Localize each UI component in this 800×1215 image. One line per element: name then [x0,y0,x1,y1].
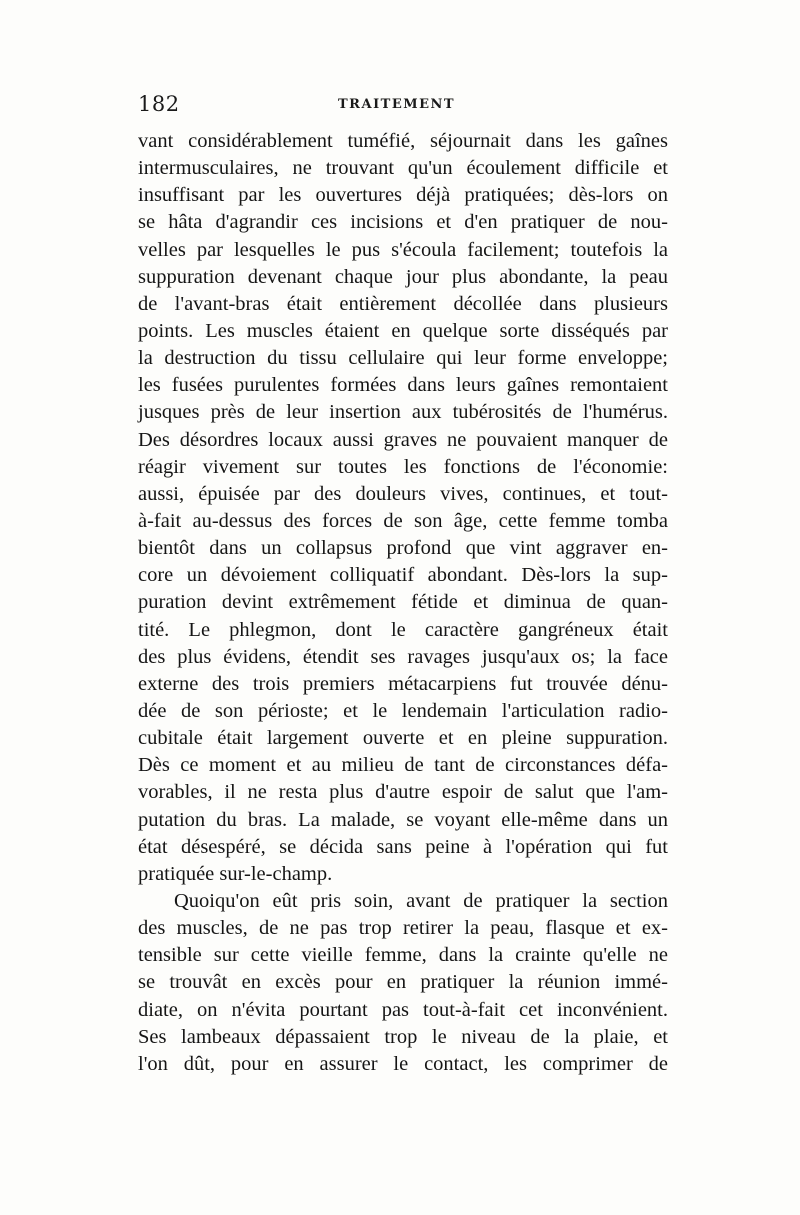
text-line: dée de son périoste; et le lendemain l'articulation radio- [138,699,668,722]
text-line: Dès ce moment et au milieu de tant de circonstances défa- [138,754,668,777]
text-line: vorables, il ne resta plus d'autre espoir de salut que l'am- [138,781,668,804]
text-line: points. Les muscles étaient en quelque sorte disséqués par [138,319,668,342]
text-line: core un dévoiement colliquatif abondant. Dès-lors la sup- [138,564,668,587]
text-line: intermusculaires, ne trouvant qu'un écoulement difficile et [138,157,668,180]
text-line: des plus évidens, étendit ses ravages jusqu'aux os; la face [138,645,668,668]
text-line: velles par lesquelles le pus s'écoula facilement; toutefois la [138,238,668,261]
text-line: se trouvât en excès pour en pratiquer la réunion immé- [138,971,668,994]
text-line: insuffisant par les ouvertures déjà pratiquées; dès-lors on [138,184,668,207]
text-line: tensible sur cette vieille femme, dans la crainte qu'elle ne [138,944,668,967]
text-line: état désespéré, se décida sans peine à l'opération qui fut [138,835,668,858]
page-header [138,92,666,122]
text-line: putation du bras. La malade, se voyant elle-même dans un [138,808,668,831]
text-line: l'on dût, pour en assurer le contact, les comprimer de [138,1052,668,1075]
body-text [138,128,668,1078]
text-line: cubitale était largement ouverte et en pleine suppuration. [138,727,668,750]
text-line: Ses lambeaux dépassaient trop le niveau de la plaie, et [138,1025,668,1048]
text-line: aussi, épuisée par des douleurs vives, continues, et tout- [138,482,668,505]
text-line: puration devint extrêmement fétide et diminua de quan- [138,591,668,614]
text-line: à-fait au-dessus des forces de son âge, cette femme tomba [138,509,668,532]
text-line: externe des trois premiers métacarpiens fut trouvée dénu- [138,672,668,695]
text-line: diate, on n'évita pourtant pas tout-à-fait cet inconvénient. [138,998,668,1021]
text-line: la destruction du tissu cellulaire qui leur forme enveloppe; [138,347,668,370]
text-line: Des désordres locaux aussi graves ne pouvaient manquer de [138,428,668,451]
text-line: jusques près de leur insertion aux tubérosités de l'humérus. [138,401,668,424]
text-line: tité. Le phlegmon, dont le caractère gangréneux était [138,618,668,641]
running-head: TRAITEMENT [338,97,456,112]
text-line: réagir vivement sur toutes les fonctions de l'économie: [138,455,668,478]
text-line: des muscles, de ne pas trop retirer la peau, flasque et ex- [138,917,668,940]
page-number: 182 [138,92,180,116]
text-line: vant considérablement tuméfié, séjournait dans les gaînes [138,130,668,152]
text-line: suppuration devenant chaque jour plus abondante, la peau [138,265,668,288]
text-line: de l'avant-bras était entièrement décollée dans plusieurs [138,292,668,315]
text-line: se hâta d'agrandir ces incisions et d'en pratiquer de nou- [138,211,668,234]
text-line: pratiquée sur-le-champ. [138,862,333,885]
text-line: les fusées purulentes formées dans leurs gaînes remontaient [138,374,668,397]
text-line: Quoiqu'on eût pris soin, avant de pratiquer la section [174,889,668,912]
text-line: bientôt dans un collapsus profond que vint aggraver en- [138,537,668,560]
